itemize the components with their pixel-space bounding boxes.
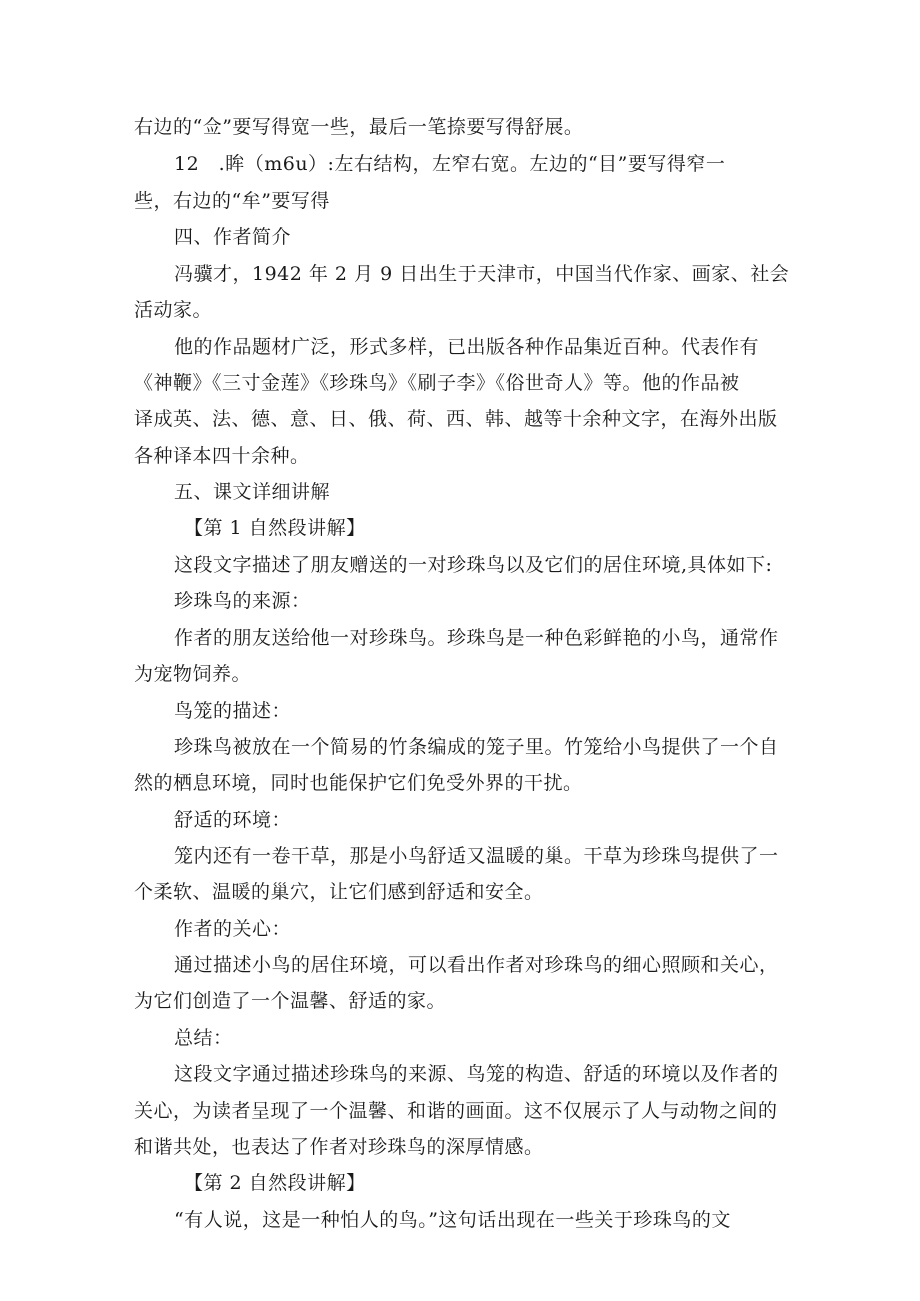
text-line: 关心，为读者呈现了一个温馨、和谐的画面。这不仅展示了人与动物之间的	[134, 1100, 778, 1122]
text-line: 12 .眸（m6u）:左右结构，左窄右宽。左边的“目”要写得窄一	[174, 153, 726, 175]
section-heading: 五、课文详细讲解	[174, 481, 331, 503]
text-line: 各种译本四十余种。	[134, 445, 310, 467]
paragraph-heading: 【第 1 自然段讲解】	[184, 517, 366, 539]
text-line: 活动家。	[134, 299, 213, 321]
subheading: 鸟笼的描述：	[174, 700, 292, 722]
text-line: 译成英、法、德、意、日、俄、荷、西、韩、越等十余种文字，在海外出版	[134, 408, 778, 430]
section-heading: 四、作者简介	[174, 226, 292, 248]
paragraph-heading: 【第 2 自然段讲解】	[184, 1172, 366, 1194]
text-line: 为宠物饲养。	[134, 663, 252, 685]
text-line: “有人说，这是一种怕人的鸟。”这句话出现在一些关于珍珠鸟的文	[174, 1209, 731, 1231]
text-line: 通过描述小鸟的居住环境，可以看出作者对珍珠鸟的细心照顾和关心，	[174, 954, 779, 976]
subheading: 总结：	[174, 1027, 233, 1049]
subheading: 舒适的环境：	[174, 809, 292, 831]
text-line: 右边的“佥”要写得宽一些，最后一笔捺要写得舒展。	[134, 116, 584, 138]
text-line: 笼内还有一卷干草，那是小鸟舒适又温暖的巢。干草为珍珠鸟提供了一	[174, 845, 779, 867]
text-line: 《神鞭》《三寸金莲》《珍珠鸟》《刷子李》《俗世奇人》等。他的作品被	[134, 372, 740, 394]
subheading: 珍珠鸟的来源：	[174, 590, 311, 612]
subheading: 作者的关心：	[174, 918, 292, 940]
text-line: 冯骥才，1942 年 2 月 9 日出生于天津市，中国当代作家、画家、社会	[174, 263, 790, 285]
text-line: 些，右边的“牟”要写得	[134, 190, 330, 212]
text-line: 和谐共处，也表达了作者对珍珠鸟的深厚情感。	[134, 1136, 544, 1158]
text-line: 为它们创造了一个温馨、舒适的家。	[134, 990, 447, 1012]
text-line: 他的作品题材广泛，形式多样，已出版各种作品集近百种。代表作有	[174, 336, 760, 358]
text-line: 个柔软、温暖的巢穴，让它们感到舒适和安全。	[134, 881, 544, 903]
text-line: 这段文字描述了朋友赠送的一对珍珠鸟以及它们的居住环境,具体如下:	[174, 554, 773, 576]
text-line: 然的栖息环境，同时也能保护它们免受外界的干扰。	[134, 772, 583, 794]
text-line: 作者的朋友送给他一对珍珠鸟。珍珠鸟是一种色彩鲜艳的小鸟，通常作	[174, 627, 779, 649]
text-line: 这段文字通过描述珍珠鸟的来源、鸟笼的构造、舒适的环境以及作者的	[174, 1063, 779, 1085]
text-line: 珍珠鸟被放在一个简易的竹条编成的笼子里。竹笼给小鸟提供了一个自	[174, 736, 779, 758]
